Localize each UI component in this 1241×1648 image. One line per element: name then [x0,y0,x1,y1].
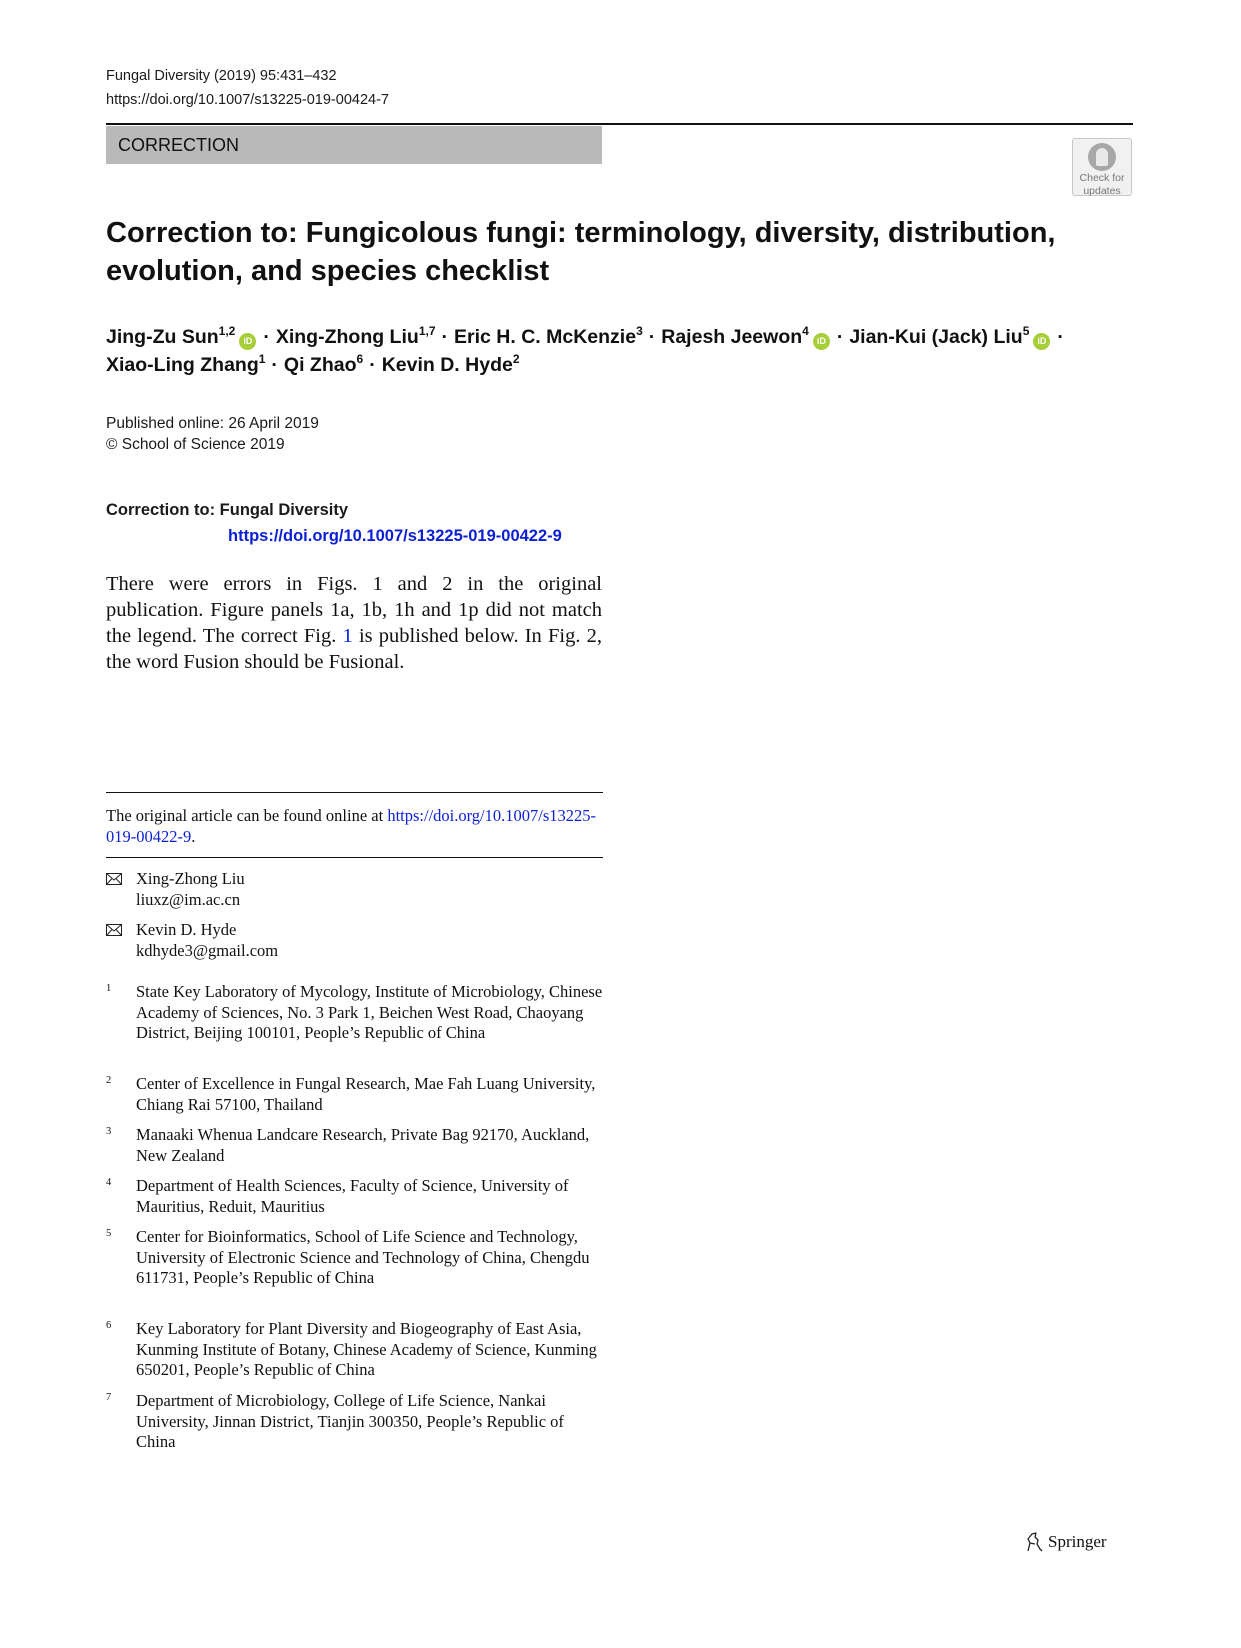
author-separator: · [1057,326,1064,348]
section-label: CORRECTION [106,126,602,164]
body-text: is published below. In Fig. 2, the word Fusion should be Fusional. [106,625,602,673]
author-separator: · [648,326,656,348]
correction-to-label: Correction to: Fungal Diversity [106,501,349,519]
affiliation-number: 5 [106,1228,112,1239]
author-affiliation: 4 [802,324,809,338]
contact-email[interactable]: liuxz@im.ac.cn [136,889,241,909]
crossmark-icon [1088,143,1116,171]
author-name[interactable]: Jian-Kui (Jack) Liu [849,326,1023,348]
envelope-icon [106,873,122,885]
author-name[interactable]: Jing-Zu Sun [106,326,219,348]
affiliation-number: 3 [106,1126,112,1137]
affiliation-number: 6 [106,1320,112,1331]
author-affiliation: 1,2 [218,324,236,338]
copyright: © School of Science 2019 [106,436,285,453]
correction-doi-link[interactable]: https://doi.org/10.1007/s13225-019-00422-9 [228,527,562,545]
orcid-icon[interactable]: iD [813,333,830,350]
author-affiliation: 1 [258,352,266,366]
contact-email[interactable]: kdhyde3@gmail.com [136,940,279,960]
author-line-2 [106,351,1106,379]
orcid-icon[interactable]: iD [1033,333,1050,350]
affiliation-item [106,1227,603,1289]
contact-entry [106,920,603,961]
author-separator: · [369,354,376,376]
author-affiliation: 2 [512,352,520,366]
affiliation-text: Department of Health Sciences, Faculty of Science, University of Mauritius, Reduit, Mauritius [136,1176,569,1216]
affiliation-item [106,1176,603,1217]
author-affiliation: 1,7 [418,324,436,338]
original-article-text: The original article can be found online at [106,806,388,825]
contact-name: Xing-Zhong Liu [136,869,245,888]
affiliation-number: 7 [106,1392,112,1403]
affiliation-item [106,1391,603,1453]
body-paragraph [106,571,602,675]
author-line-1 [106,323,1106,351]
published-date: Published online: 26 April 2019 [106,415,319,432]
affiliation-item [106,1319,603,1381]
affiliation-item [106,982,603,1044]
author-separator: · [271,354,278,376]
affiliation-text: Key Laboratory for Plant Diversity and Biogeography of East Asia, Kunming Institute of Botany, Chinese Academy of Science, Kunming 650201, People’s Republic of China [136,1319,597,1379]
author-affiliation: 5 [1022,324,1030,338]
orcid-icon[interactable]: iD [239,333,256,350]
footnote-rule [106,792,603,793]
footnote-rule [106,857,603,858]
author-name[interactable]: Kevin D. Hyde [381,354,513,376]
original-article-note [106,806,603,847]
affiliation-number: 1 [106,983,112,994]
author-name[interactable]: Xiao-Ling Zhang [106,354,259,376]
affiliation-item [106,1125,603,1166]
body-text: There were errors in Figs. 1 and 2 in the original publication. Figure panels 1a, 1b, 1h and 1p did not match the legend. The correct Fig. [106,573,602,647]
publisher-name: Springer [1048,1532,1107,1551]
author-name[interactable]: Xing-Zhong Liu [275,326,419,348]
author-name[interactable]: Qi Zhao [283,354,357,376]
article-doi[interactable]: https://doi.org/10.1007/s13225-019-00424-7 [106,92,389,108]
figure-link[interactable]: 1 [342,625,353,647]
author-affiliation: 6 [356,352,364,366]
affiliation-text: Center for Bioinformatics, School of Life Science and Technology, University of Electronic Science and Technology of China, Chengdu 611731, People’s Republic of China [136,1227,590,1287]
affiliation-text: Manaaki Whenua Landcare Research, Private Bag 92170, Auckland, New Zealand [136,1125,590,1165]
crossmark-line1: Check for [1079,172,1125,184]
article-title: Correction to: Fungicolous fungi: terminology, diversity, distribution, evolution, and species checklist [106,217,1056,287]
publication-info [106,413,319,455]
original-article-suffix: . [191,826,196,846]
author-affiliation: 3 [636,324,643,338]
author-separator: · [836,326,844,348]
header-rule [106,123,1133,125]
author-separator: · [263,326,270,348]
envelope-icon [106,924,122,936]
original-article-link[interactable]: https://doi.org/10.1007/s13225-019-00422-9 [106,806,597,846]
affiliation-text: Center of Excellence in Fungal Research, Mae Fah Luang University, Chiang Rai 57100, Thailand [136,1074,596,1114]
affiliation-text: State Key Laboratory of Mycology, Institute of Microbiology, Chinese Academy of Sciences, No. 3 Park 1, Beichen West Road, Chaoyang District, Beijing 100101, People’s Republic of China [136,982,603,1042]
contact-entry [106,869,603,910]
springer-horse-icon [1024,1531,1046,1553]
journal-citation: Fungal Diversity (2019) 95:431–432 [106,68,337,84]
contact-name: Kevin D. Hyde [136,920,237,939]
author-list [106,323,1106,379]
author-name[interactable]: Eric H. C. McKenzie [454,326,637,348]
publisher-logo [1048,1530,1107,1554]
crossmark-line2: updates [1083,185,1121,197]
affiliation-number: 4 [106,1177,112,1188]
affiliation-number: 2 [106,1075,112,1086]
author-separator: · [441,326,448,348]
check-for-updates-button[interactable] [1072,138,1132,196]
author-name[interactable]: Rajesh Jeewon [661,326,803,348]
affiliation-item [106,1074,603,1115]
affiliation-text: Department of Microbiology, College of Life Science, Nankai University, Jinnan District, Tianjin 300350, People’s Republic of China [136,1391,564,1451]
